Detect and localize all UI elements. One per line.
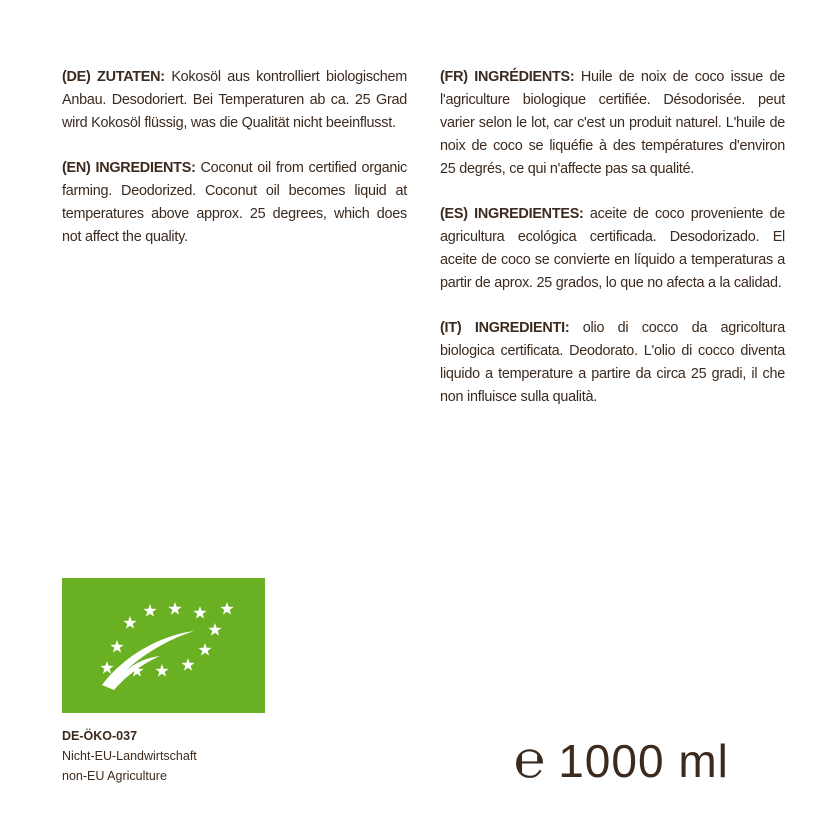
ingredients-de bbox=[62, 66, 407, 135]
ingredients-de-heading: (DE) ZUTATEN: bbox=[62, 69, 165, 85]
certification-info bbox=[62, 726, 197, 786]
eu-organic-leaf-icon bbox=[62, 578, 265, 713]
eu-organic-background bbox=[62, 578, 265, 713]
certification-origin-de: Nicht-EU-Landwirtschaft bbox=[62, 749, 197, 763]
ingredients-it-heading: (IT) INGREDIENTI: bbox=[440, 320, 570, 336]
ingredients-es-heading: (ES) INGREDIENTES: bbox=[440, 206, 584, 222]
certification-code: DE-ÖKO-037 bbox=[62, 729, 138, 743]
ingredients-right-column bbox=[440, 66, 785, 431]
ingredients-en-text: Coconut oil from certified organic farming. Deodorized. Coconut oil becomes liquid at temperatures above approx. 25 degrees, which does not affect the quality. bbox=[62, 160, 407, 245]
ingredients-en bbox=[62, 157, 407, 249]
ingredients-fr-text: Huile de noix de coco issue de l'agriculture biologique certifiée. Désodorisée. peut varier selon le lot, car c'est un produit naturel. L'huile de noix de coco se liquéfie à des températures d'environ 25 degrés, ce qui n'affecte pas sa qualité. bbox=[440, 69, 785, 177]
estimated-sign-icon: ℮ bbox=[514, 730, 547, 790]
ingredients-es-text: aceite de coco proveniente de agricultura ecológica certificada. Desodorizado. El aceite de coco se convierte en líquido a temperaturas a partir de aprox. 25 grados, lo que no afecta a la calidad. bbox=[440, 206, 785, 291]
net-volume bbox=[514, 732, 729, 789]
ingredients-fr-heading: (FR) INGRÉDIENTS: bbox=[440, 69, 575, 85]
volume-amount: 1000 ml bbox=[558, 735, 729, 787]
certification-origin-en: non-EU Agriculture bbox=[62, 769, 167, 783]
ingredients-fr bbox=[440, 66, 785, 181]
ingredients-left-column bbox=[62, 66, 407, 271]
ingredients-it-text: olio di cocco da agricoltura biologica certificata. Deodorato. L'olio di cocco diventa liquido a temperature a partire da circa 25 gradi, il che non influisce sulla qualità. bbox=[440, 320, 785, 405]
ingredients-de-text: Kokosöl aus kontrolliert biologischem Anbau. Desodoriert. Bei Temperaturen ab ca. 25 Grad wird Kokosöl flüssig, was die Qualität nicht beeinflusst. bbox=[62, 69, 407, 131]
ingredients-it bbox=[440, 317, 785, 409]
ingredients-en-heading: (EN) INGREDIENTS: bbox=[62, 160, 196, 176]
ingredients-es bbox=[440, 203, 785, 295]
